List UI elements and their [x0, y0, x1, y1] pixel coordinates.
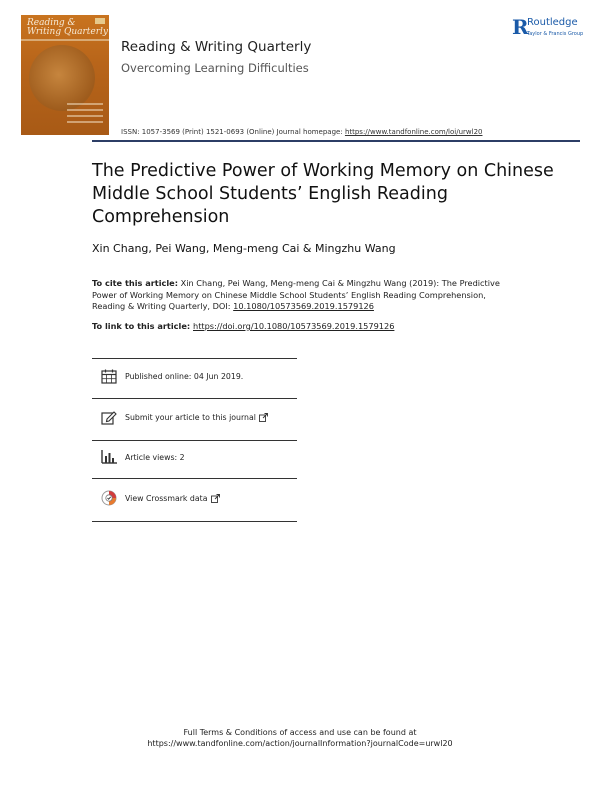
footer-terms: Full Terms & Conditions of access and use can be found at: [183, 728, 417, 737]
submit-article-item[interactable]: Submit your article to this journal: [100, 408, 268, 426]
routledge-logo[interactable]: [512, 15, 592, 43]
article-link-line: To link to this article: https://doi.org/10.1080/10573569.2019.1579126: [92, 321, 395, 331]
external-link-icon: [211, 494, 220, 503]
journal-title: Reading & Writing Quarterly: [121, 39, 312, 55]
external-link-icon: [259, 413, 268, 422]
article-authors: Xin Chang, Pei Wang, Meng-meng Cai & Mingzhu Wang: [92, 242, 396, 255]
article-views-item: Article views: 2: [100, 448, 185, 466]
cover-title: Reading & Writing Quarterly: [27, 18, 108, 37]
divider: [92, 398, 297, 399]
edit-icon: [100, 409, 118, 425]
divider: [92, 440, 297, 441]
footer-terms-link[interactable]: https://www.tandfonline.com/action/journalInformation?journalCode=urwl20: [147, 739, 453, 748]
calendar-icon: [100, 368, 118, 384]
citation-block: To cite this article: Xin Chang, Pei Wang, Meng-meng Cai & Mingzhu Wang (2019): The Predictive Power of Working Memory on Chinese Middle School Students’ English Reading Comprehension, Reading & Writing Quarterly, DOI: 10.1080/10573569.2019.1579126: [92, 278, 500, 311]
bar-chart-icon: [100, 449, 118, 465]
published-online-item: Published online: 04 Jun 2019.: [100, 367, 243, 385]
divider: [92, 478, 297, 479]
routledge-r-icon: R: [512, 15, 529, 39]
crossmark-icon: [100, 490, 118, 506]
article-title: The Predictive Power of Working Memory on Chinese Middle School Students’ English Reading Comprehension: [92, 161, 554, 227]
header-divider: [92, 140, 580, 142]
publisher-tagline: Taylor & Francis Group: [527, 31, 584, 37]
journal-subtitle: Overcoming Learning Difficulties: [121, 61, 309, 75]
divider: [92, 358, 297, 359]
doi-link[interactable]: 10.1080/10573569.2019.1579126: [233, 301, 374, 311]
crossmark-item[interactable]: View Crossmark data: [100, 489, 220, 507]
journal-homepage-link[interactable]: https://www.tandfonline.com/loi/urwl20: [344, 128, 483, 136]
issn-line: ISSN: 1057-3569 (Print) 1521-0693 (Online) Journal homepage: https://www.tandfonline.com/loi/urwl20: [121, 128, 483, 136]
article-doi-url-link[interactable]: https://doi.org/10.1080/10573569.2019.1579126: [193, 321, 395, 331]
divider: [92, 521, 297, 522]
publisher-name: Routledge: [527, 17, 578, 28]
journal-cover-image: [21, 15, 109, 135]
